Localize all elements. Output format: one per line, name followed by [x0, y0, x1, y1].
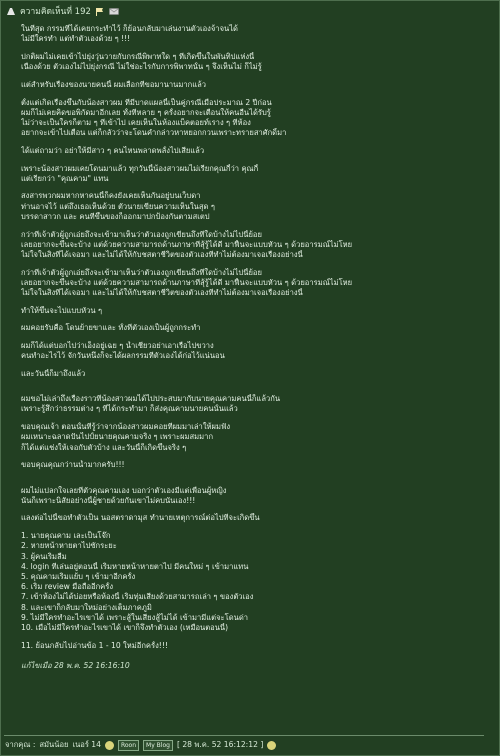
spacer	[21, 362, 491, 370]
comment-text-line: ผมไม่แปลกใจเลยที่ตัวคุณคามเอง บอกว่าตัวเองมีแต่เพื่อนผู้หญิง	[21, 485, 227, 495]
comment-text-line: ไม่มีใครทำ แต่ทำตัวเองด้วย ๆ !!!	[21, 34, 131, 44]
comment-text-line: นั่นก็เพราะนิสัยอย่างนี้ผู้ชายด้วยกันเขาไม่คบนั่นเอง!!!	[21, 495, 196, 505]
comment-text-line: แลงต่อไปนี้ขอทำตัวเป็น นอสตราดามุส ทำนายเหตุการณ์ต่อไปที่จะเกิดขึ้น	[21, 513, 260, 523]
spacer	[21, 72, 491, 80]
footer-divider	[4, 735, 484, 736]
comment-text-line: ผมก็ได้แต่บอกไปว่าเอ็งอยู่เฉย ๆ น้ำเชี่ยวอย่าเอาเรือไปขวาง	[21, 341, 214, 351]
comment-text-line: ขอบคุณเจ้า ตอนนั้นที่รู้ว่าจากน้องสาวผมคอยที่ผมมาเล่าให้ผมฟัง	[21, 422, 231, 432]
smiley-icon	[267, 741, 276, 750]
comment-text-line: สงสารพวกผมหากหาคนนี้ก็คงยังเคยเห็นกันอยู่บนเว็บดา	[21, 191, 201, 201]
spacer	[21, 387, 491, 395]
comment-text-line: เพราะน้องสาวผมเคยโดนมาแล้ว ทุกวันนี้น้องสาวผมไม่เรียกคุณกี้ว่า คุณกี้	[21, 163, 259, 173]
comment-text-line: ท่านอาจไว้ แต่ถึงเธอเห็นด้วย ตัวนายเขียนความเห็นในสุด ๆ	[21, 201, 215, 211]
roon-badge[interactable]: Roon	[118, 740, 139, 751]
comment-text-line: ตั้งแต่เกิดเรื่องขึ้นกับน้องสาวผม ที่มีบาดแผลนี้เป็นคู่กรณีเมื่อประมาณ 2 ปีก่อน	[21, 97, 272, 107]
comment-text-line: ผมคอยรับคือ โดนย้ายขาและ ทั้งที่ตัวเองเป็นผู้ถูกกระทำ	[21, 323, 201, 333]
comment-title: ความคิดเห็นที่ 192	[20, 7, 91, 17]
comment-text-line: 2. หายหน้าหายตาไปซักระยะ	[21, 541, 117, 551]
spacer	[21, 379, 491, 387]
points-label: เนอร์ 14	[72, 740, 101, 749]
comment-text-line: ขอบคุณคุณกว่านน้ำมากครับ!!!	[21, 460, 125, 470]
comment-text-line: ในที่สุด กรรมที่ได้เคยกระทำไว้ ก็ย้อนกลับมาเล่นงานตัวเองจ้าจนได้	[21, 24, 238, 33]
spacer	[21, 260, 491, 268]
spacer	[21, 156, 491, 164]
comment-text-line: ผมเหนาะฉลาดปั่นไปป์ยนายคุณคามจริง ๆ เพราะผมสมมาก	[21, 432, 214, 442]
comment-text-line: คนทำอะไรไว้ จักวันหนึ่งก็จะได้ผลกรรมที่ตัวเองได้ก่อไว้แน่นอน	[21, 351, 225, 361]
spacer	[21, 453, 491, 461]
username-link[interactable]: สมันน้อย	[39, 740, 69, 749]
comment-text-line: ไม่ว่าจะเป็นใครก็ตาม ๆ ที่เข้าไป เคยเห็นในห้องแบ็คตอยท์เราง ๆ ที่ห้อง	[21, 117, 251, 127]
comment-text-line: และวันนี้ก็มาถึงแล้ว	[21, 369, 86, 379]
spacer	[21, 471, 491, 479]
comment-text-line: ผมก็ไม่เคยคิดขอพิกัดมาอีกเลย ทั้งที่หลาย ๆ ครั้งอยากจะเตือนให้คนอื่นได้รับรู้	[21, 107, 271, 117]
comment-text-line: แต่สำหรับเรื่องของนายคนนี้ ผมเลือกที่ขอมานานมากแล้ว	[21, 79, 207, 89]
comment-text-line: ผมขอไม่เล่าถึงเรื่องราวที่น้องสาวผมได้ไปประสบมากับนายคุณคามคนนี้ก็แล้วกัน	[21, 394, 281, 404]
comment-text-line: 4. login ที่เล่นอยู่ตอนนี้ เริ่มหายหน้าหายตาไป มีคนใหม่ ๆ เข้ามาแทน	[21, 561, 249, 571]
comment-text-line: เลยอยากจะขึ้นจะบ้าง แต่ด้วยความสามารถด้านภาษาที่สุ้รู้ได้ดี มาฟื้นจะแบบหัวน ๆ ด้วยอารมณ์ไม่โหย	[21, 239, 353, 249]
comment-text-line: ไม่ใจในสิ่งที่ได้เจอมา และไม่ได้ให้กับชสตาชีวิตของตัวเองที่ทำไม่ต้องมาเจอเรื่องอย่างนี้	[21, 288, 303, 298]
comment-text-line: เพราะรู้สึกว่าธรรมต่าง ๆ ที่ได้กระทำมา ก็ส่งคุณคามนายคนนั้นแล้ว	[21, 404, 238, 414]
status-icon	[105, 741, 114, 750]
spacer	[21, 298, 491, 306]
spacer	[21, 478, 491, 486]
comment-text-line: ได้แต่ถามว่า อย่าให้มีสาว ๆ คนไหนพลาดพลั้งไปเสียแล้ว	[21, 145, 205, 155]
comment-text-line: 3. ผู้คนเริ่มลืม	[21, 551, 67, 561]
comment-text-line: ไม่ใจในสิ่งที่ได้เจอมา และไม่ได้ให้กับชสตาชีวิตของตัวเองที่ทำไม่ต้องมาเจอเรื่องอย่างนี้	[21, 249, 303, 259]
mail-icon[interactable]	[109, 7, 119, 16]
flag-icon[interactable]	[95, 7, 105, 16]
comment-text-line: กว่าที่เจ้าตัวผู้ถูกเอ่ยถึงจะเข้ามาเห็นว่าตัวเองถูกเขียนถึงที่ใดบ้างไม่ไปนี้ย้อย	[21, 267, 262, 277]
spacer	[21, 184, 491, 192]
comment-text-line: แต่เรียกว่า "คุณคาม" แทน	[21, 173, 109, 183]
comment-text-line: ก็ได้แต่แช่งให้เจอกับตัวบ้าง และวันนี้ก็เกิดขึ้นจริง ๆ	[21, 442, 187, 452]
blog-badge[interactable]: My Blog	[143, 740, 173, 751]
comment-header	[6, 4, 119, 18]
comment-text-line: 9. ไม่มีใครทำอะไรเขาได้ เพราะสู้ในเสียงสู้ไม่ได้ เข้ามามีแต่จะโดนด่า	[21, 612, 249, 622]
spacer	[21, 524, 491, 532]
comment-text-line: เนื่องด้วย ตัวเองไม่ไปยุ่งกรณี ไม่ใช่อะไรกับการพิพาทนั้น ๆ จึงเห็นไม่ ก็ไม่รู้	[21, 62, 262, 72]
spacer	[21, 633, 491, 641]
comment-text-line: 7. เข้าห้องไม่ได้บ่อยหรือห้องนี้ เริ่มทุ่มเสียงด้วยสามารถเล่า ๆ ของตัวเอง	[21, 592, 254, 602]
comment-text-line: 1. นายคุณคาม เละเป็นโจ๊ก	[21, 531, 111, 541]
spacer	[21, 334, 491, 342]
comment-text-line: 11. ย้อนกลับไปอ่านข้อ 1 - 10 ใหม่อีกครั้ง!!!	[21, 640, 168, 650]
edited-note: แก้ไขเมื่อ 28 พ.ค. 52 16:16:10	[21, 660, 130, 670]
comment-text-line: 10. เมื่อไม่มีใครทำอะไรเขาได้ เขาก็จึงทำตัวเอง (เหมือนตอนนี้)	[21, 622, 229, 632]
spacer	[21, 506, 491, 514]
comment-text-line: 6. เริ่ม review มือถืออีกครั้ง	[21, 582, 114, 592]
spacer	[21, 316, 491, 324]
spacer	[21, 44, 491, 52]
spacer	[21, 651, 491, 661]
spacer	[21, 138, 491, 146]
comment-text-line: 8. และเขาก็กลับมาใหม่อย่างเต็มภาคภูมิ	[21, 602, 152, 612]
comment-text-line: เลยอยากจะขึ้นจะบ้าง แต่ด้วยความสามารถด้านภาษาที่สุ้รู้ได้ดี มาฟื้นจะแบบหัวน ๆ ด้วยอารมณ์ไม่โหย	[21, 277, 353, 287]
comment-text-line: ปกติผมไม่เคยเข้าไปยุ่งวุ่นวายกับกรณีพิพาทใด ๆ ที่เกิดขึ้นในพันทิปแห่งนี้	[21, 51, 255, 61]
spacer	[21, 90, 491, 98]
spacer	[21, 222, 491, 230]
comment-text-line: 5. คุณคามเริ่มแย้บ ๆ เข้ามาอีกครั้ง	[21, 571, 136, 581]
comment-footer	[5, 739, 276, 751]
timestamp: [ 28 พ.ค. 52 16:12:12 ]	[176, 740, 264, 749]
from-label: จากคุณ :	[5, 740, 36, 749]
post-icon	[6, 7, 16, 16]
comment-text-line: บรรดาสาวก และ คนที่ขึ้นของก็ออกมาปกป้องกันตามสเตป	[21, 211, 210, 221]
comment-body	[21, 24, 491, 671]
spacer	[21, 415, 491, 423]
comment-text-line: ทำให้ขึ้นจะไปแบบหัวน ๆ	[21, 305, 103, 315]
comment-text-line: กว่าที่เจ้าตัวผู้ถูกเอ่ยถึงจะเข้ามาเห็นว่าตัวเองถูกเขียนถึงที่ใดบ้างไม่ไปนี้ย้อย	[21, 229, 262, 239]
comment-text-line: อยากจะเข้าไปเตือน แต่ก็กลัวว่าจะโดนคำกล่าวหาหยอกกวนเพราะทรายสาศักดิ์มา	[21, 128, 287, 138]
